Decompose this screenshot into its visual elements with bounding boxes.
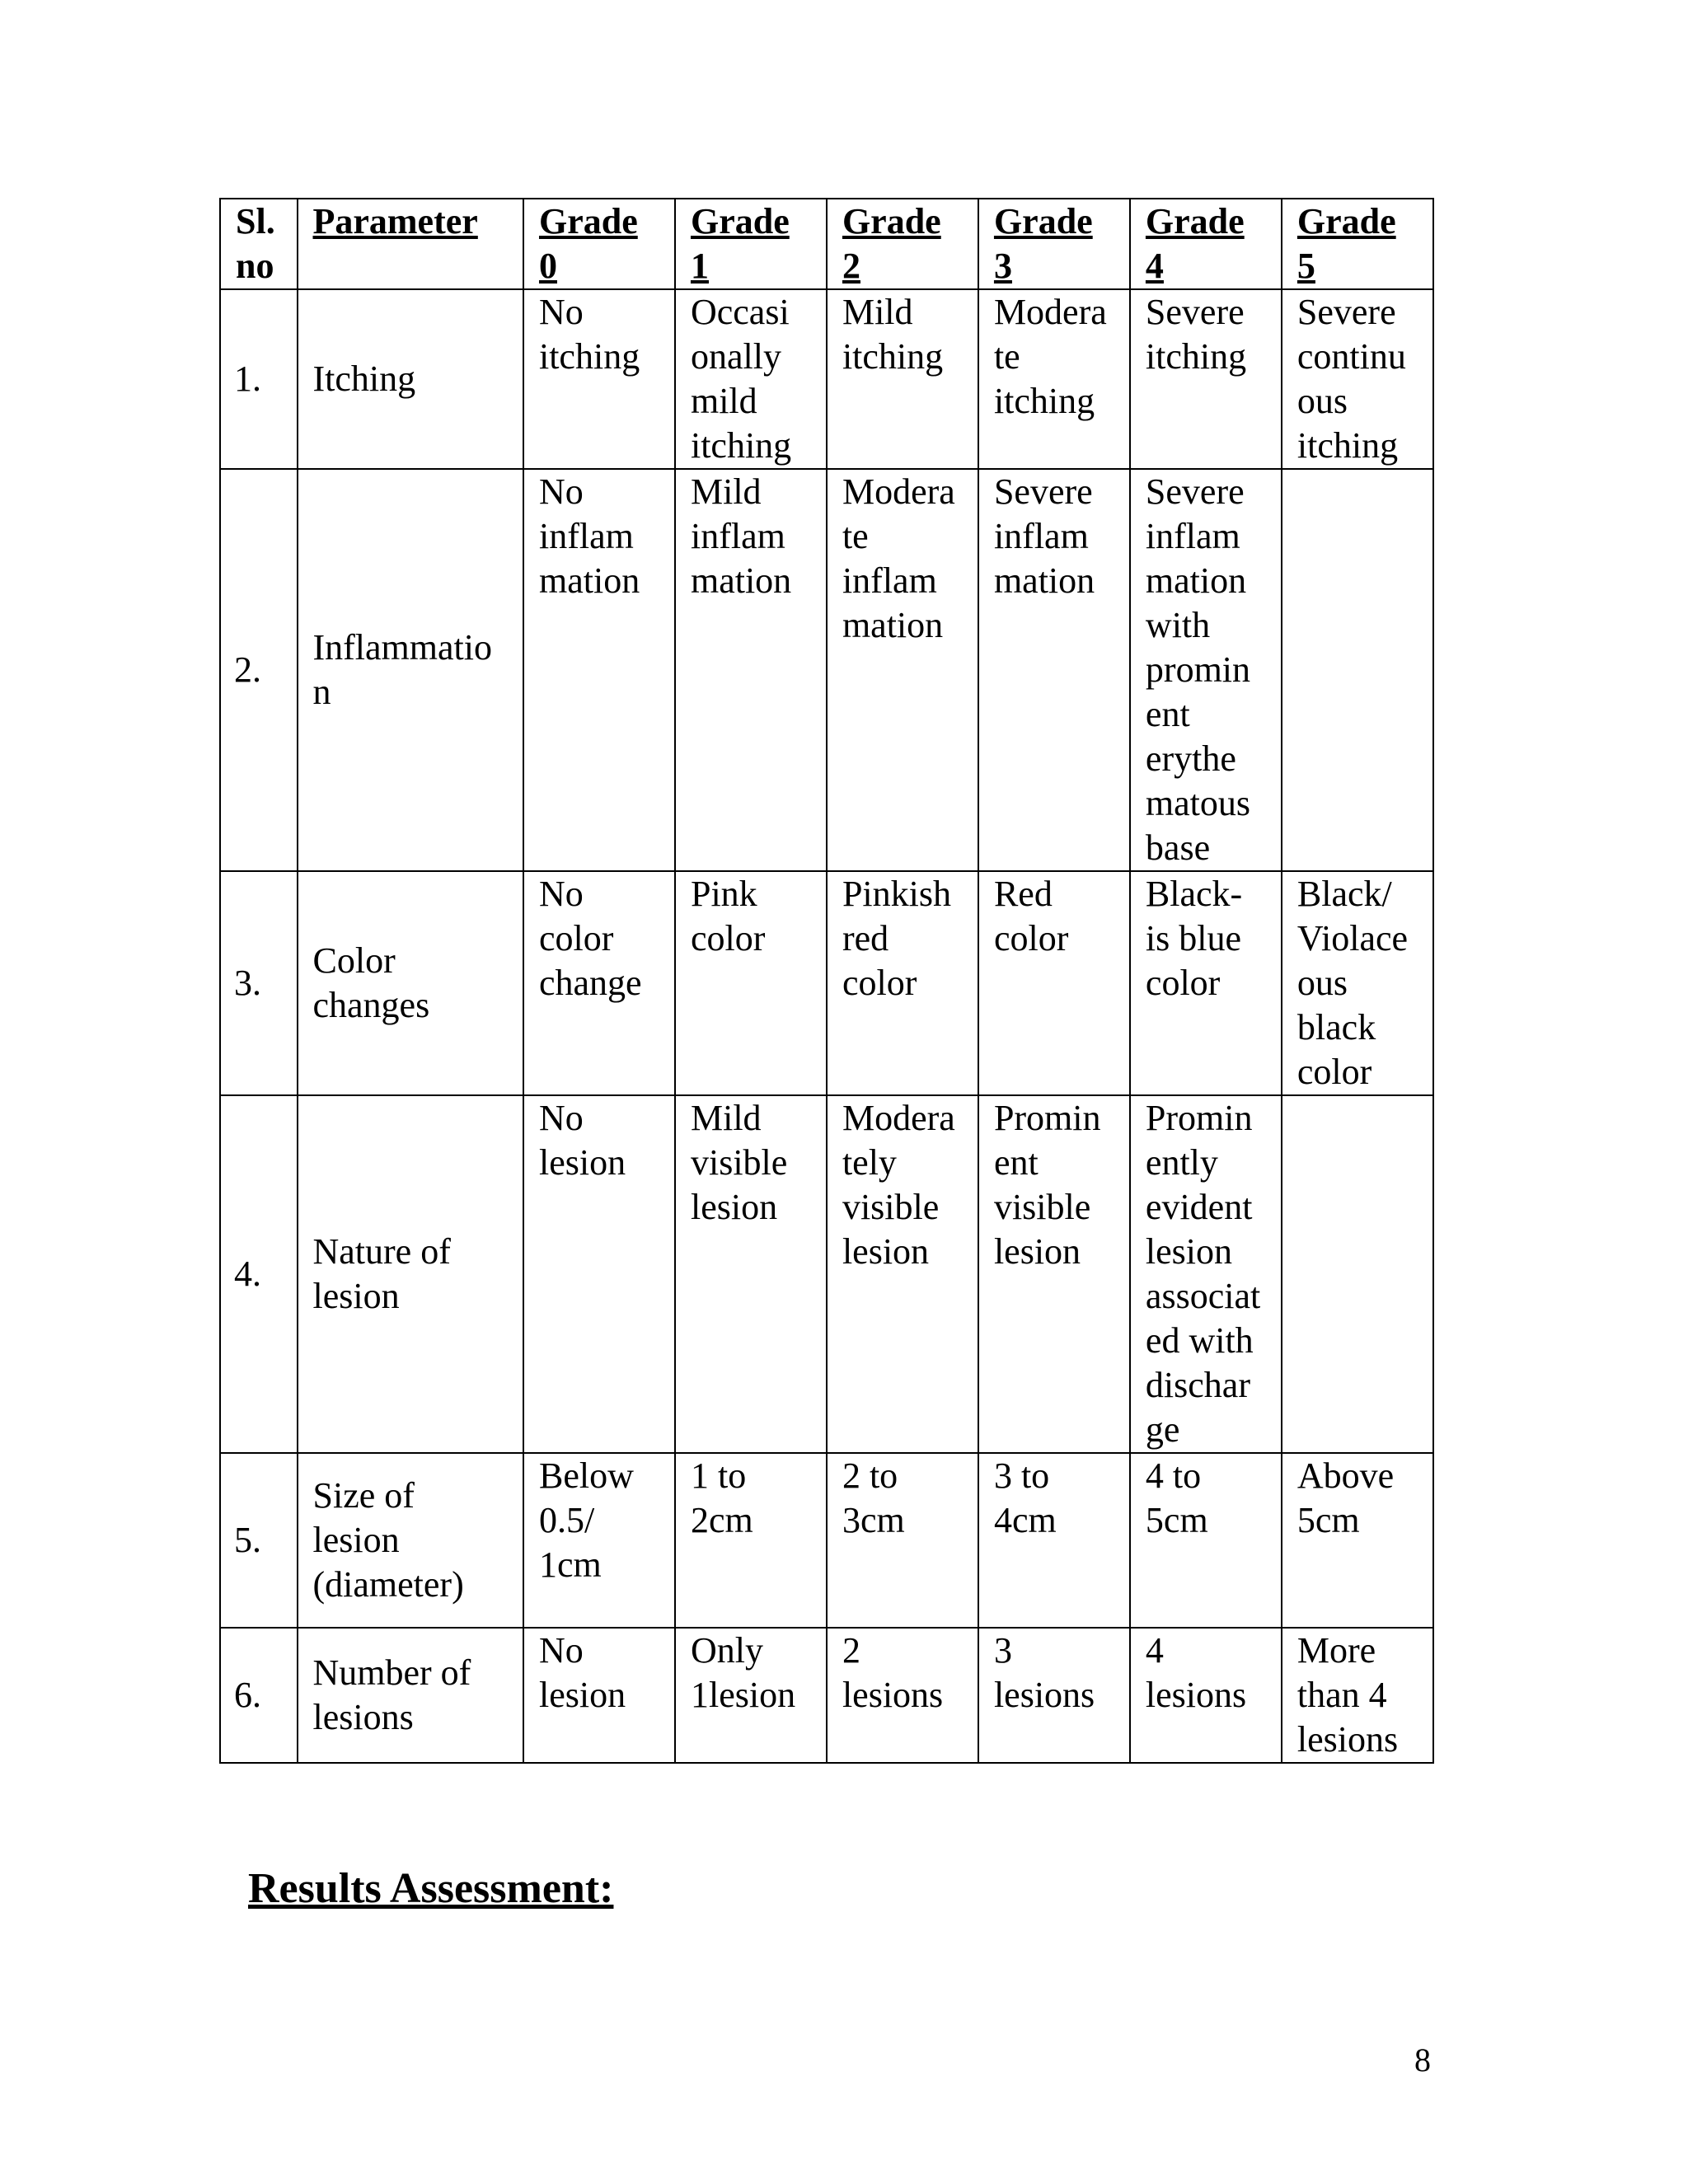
cell-grade-1: Pink color [675,871,827,1095]
cell-grade-3: Red color [978,871,1130,1095]
results-assessment-heading: Results Assessment: [248,1865,614,1912]
cell-parameter: Itching [298,289,523,469]
cell-grade-1: Only 1lesion [675,1628,827,1763]
cell-grade-5: Above 5cm [1282,1453,1433,1628]
cell-grade-0: No lesion [523,1628,675,1763]
cell-sl-no: 2. [220,469,298,871]
header-grade-2: Grade 2 [827,199,978,289]
header-grade-0: Grade 0 [523,199,675,289]
page-number: 8 [1414,2041,1431,2079]
cell-grade-2: 2 lesions [827,1628,978,1763]
cell-grade-5: Severe continu ous itching [1282,289,1433,469]
cell-grade-2: Modera tely visible lesion [827,1095,978,1453]
cell-grade-4: Black- is blue color [1130,871,1282,1095]
cell-grade-0: No color change [523,871,675,1095]
cell-grade-2: 2 to 3cm [827,1453,978,1628]
table-row [220,1453,1433,1628]
cell-grade-0: Below 0.5/ 1cm [523,1453,675,1628]
header-grade-1: Grade 1 [675,199,827,289]
table-header-row [220,199,1433,289]
cell-grade-2: Modera te inflam mation [827,469,978,871]
table-row [220,1095,1433,1453]
header-sl-no: Sl. no [220,199,298,289]
cell-grade-4: Severe inflam mation with promin ent erythe matous base [1130,469,1282,871]
cell-grade-0: No inflam mation [523,469,675,871]
cell-parameter: Number of lesions [298,1628,523,1763]
cell-grade-5: More than 4 lesions [1282,1628,1433,1763]
cell-parameter: Nature of lesion [298,1095,523,1453]
cell-parameter: Color changes [298,871,523,1095]
cell-grade-5 [1282,469,1433,871]
cell-grade-1: Mild visible lesion [675,1095,827,1453]
cell-grade-1: Mild inflam mation [675,469,827,871]
header-grade-4: Grade 4 [1130,199,1282,289]
table-row [220,871,1433,1095]
cell-parameter: Size of lesion (diameter) [298,1453,523,1628]
cell-grade-4: Severe itching [1130,289,1282,469]
header-parameter: Parameter [298,199,523,289]
cell-grade-3: Promin ent visible lesion [978,1095,1130,1453]
cell-grade-4: 4 lesions [1130,1628,1282,1763]
cell-grade-1: 1 to 2cm [675,1453,827,1628]
cell-grade-5 [1282,1095,1433,1453]
header-grade-3: Grade 3 [978,199,1130,289]
cell-grade-3: Severe inflam mation [978,469,1130,871]
cell-grade-0: No lesion [523,1095,675,1453]
cell-grade-2: Pinkish red color [827,871,978,1095]
grading-table [219,198,1434,1764]
cell-sl-no: 6. [220,1628,298,1763]
cell-grade-4: 4 to 5cm [1130,1453,1282,1628]
cell-grade-5: Black/ Violace ous black color [1282,871,1433,1095]
table-row [220,1628,1433,1763]
cell-grade-3: Modera te itching [978,289,1130,469]
cell-sl-no: 3. [220,871,298,1095]
cell-grade-0: No itching [523,289,675,469]
cell-grade-3: 3 lesions [978,1628,1130,1763]
cell-grade-1: Occasi onally mild itching [675,289,827,469]
cell-grade-3: 3 to 4cm [978,1453,1130,1628]
cell-sl-no: 4. [220,1095,298,1453]
cell-sl-no: 1. [220,289,298,469]
table-row [220,469,1433,871]
cell-sl-no: 5. [220,1453,298,1628]
cell-grade-2: Mild itching [827,289,978,469]
table-row [220,289,1433,469]
header-grade-5: Grade 5 [1282,199,1433,289]
cell-parameter: Inflammatio n [298,469,523,871]
cell-grade-4: Promin ently evident lesion associat ed with dischar ge [1130,1095,1282,1453]
